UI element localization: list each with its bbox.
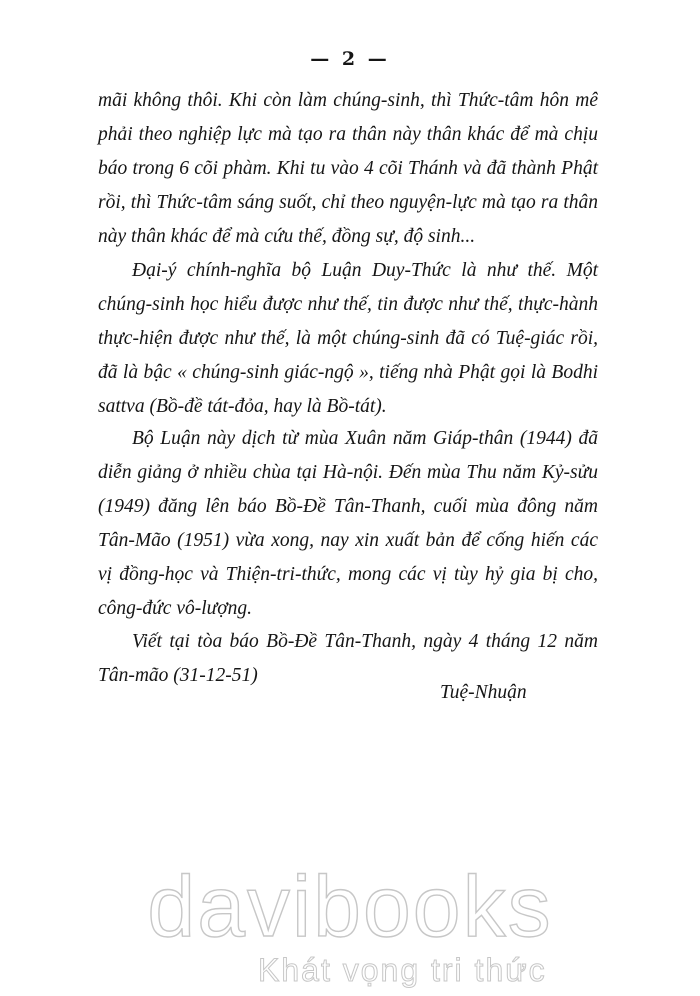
paragraph-3-text — [98, 422, 598, 626]
paragraph-4-content: Viết tại tòa báo Bồ-Đề Tân-Thanh, ngày 4 tháng 12 năm Tân-mão (31-12-51) — [98, 631, 598, 686]
paragraph-3 — [98, 422, 598, 626]
paragraph-2-text — [98, 254, 598, 424]
paragraph-2-content: Đại-ý chính-nghĩa bộ Luận Duy-Thức là như thế. Một chúng-sinh học hiểu được như thế, tin được như thế, thực-hành thực-hiện được như thế, là một chúng-sinh đã có Tuệ-giác rồi, đã là bậc « chúng-sinh giác-ngộ », tiếng nhà Phật gọi là Bodhi sattva (Bồ-đề tát-đỏa, hay là Bồ-tát). — [98, 260, 598, 417]
paragraph-1 — [98, 84, 598, 254]
author-signature: Tuệ-Nhuận — [440, 682, 527, 703]
watermark-tagline: Khát vọng tri thức — [258, 952, 547, 988]
paragraph-3-content: Bộ Luận này dịch từ mùa Xuân năm Giáp-thân (1944) đã diễn giảng ở nhiều chùa tại Hà-nội. Đến mùa Thu năm Kỷ-sửu (1949) đăng lên báo Bồ-Đề Tân-Thanh, cuối mùa đông năm Tân-Mão (1951) vừa xong, nay xin xuất bản để cống hiến các vị đồng-học và Thiện-tri-thức, mong các vị tùy hỷ gia bị cho, công-đức vô-lượng. — [98, 428, 598, 619]
paragraph-1-text: mãi không thôi. Khi còn làm chúng-sinh, thì Thức-tâm hôn mê phải theo nghiệp lực mà tạo ra thân này thân khác để mà chịu báo trong 6 cõi phàm. Khi tu vào 4 cõi Thánh và đã thành Phật rồi, thì Thức-tâm sáng suốt, chỉ theo nguyện-lực mà tạo ra thân này thân khác để mà cứu thế, đồng sự, độ sinh... — [98, 90, 598, 247]
page-number: — 2 — — [310, 48, 390, 70]
paragraph-2 — [98, 254, 598, 424]
watermark-brand: davibooks — [147, 859, 553, 955]
